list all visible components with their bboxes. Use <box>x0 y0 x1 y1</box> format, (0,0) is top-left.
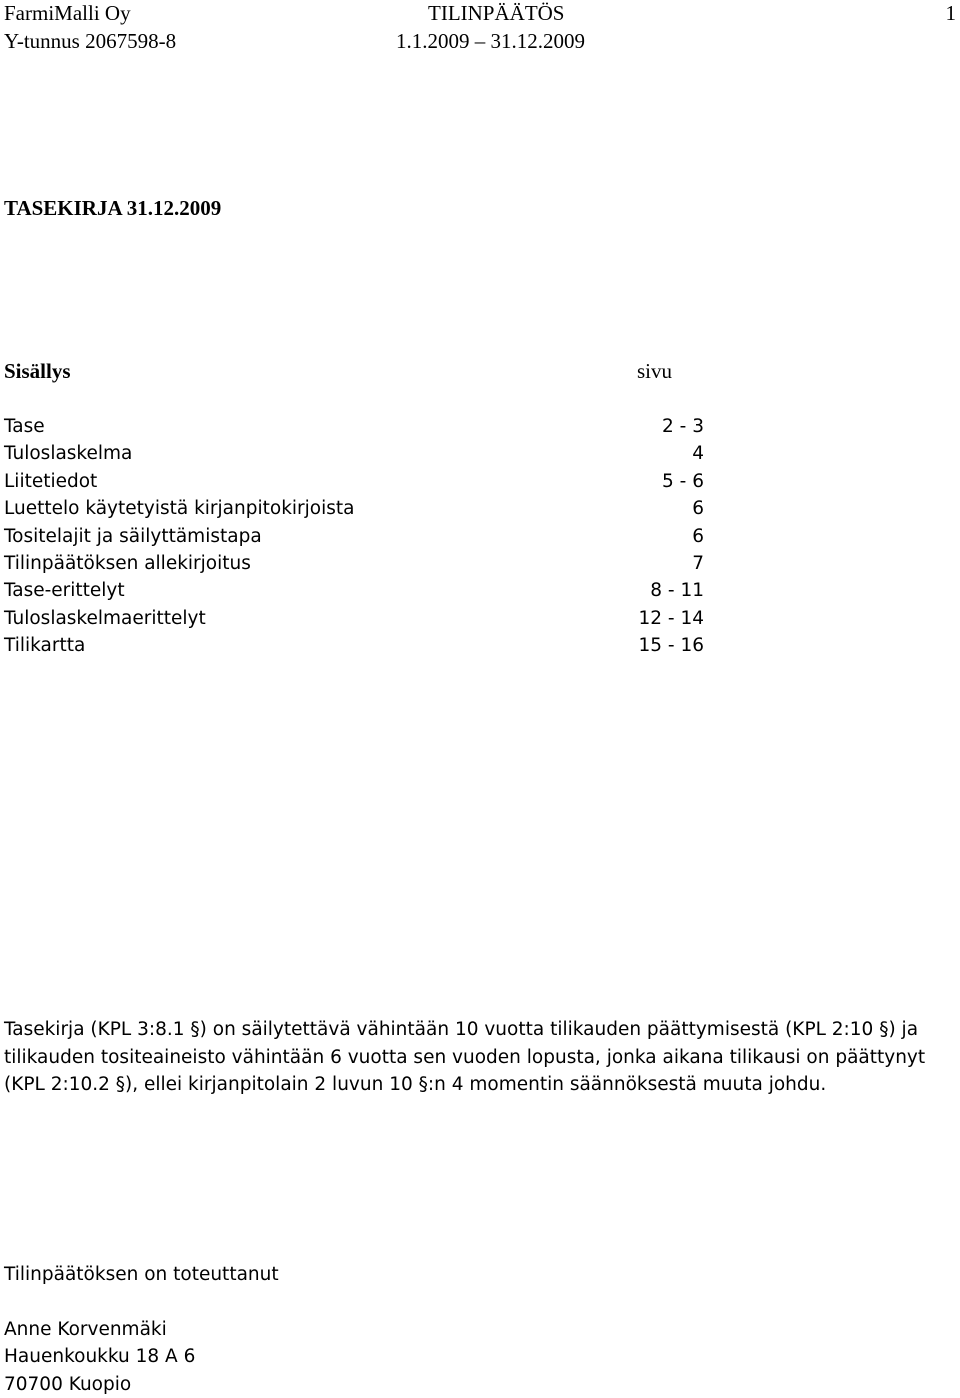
toc-row <box>4 495 704 522</box>
toc-item-page: 6 <box>692 498 704 520</box>
prepared-by-label: Tilinpäätöksen on toteuttanut <box>4 1264 279 1285</box>
toc-item-page: 8 - 11 <box>650 580 704 602</box>
retention-note-line: Tasekirja (KPL 3:8.1 §) on säilytettävä vähintään 10 vuotta tilikauden päättymisestä (KPL 2:10 §) ja <box>4 1019 919 1040</box>
toc-item-label: Liitetiedot <box>4 470 98 492</box>
toc-row <box>4 440 704 467</box>
toc-item-page: 2 - 3 <box>662 416 704 437</box>
toc-row <box>4 523 704 550</box>
toc-item-page: 15 - 16 <box>638 635 704 657</box>
toc-row <box>4 468 704 495</box>
page-title: TASEKIRJA 31.12.2009 <box>4 196 222 220</box>
toc-item-label: Tase-erittelyt <box>4 580 125 602</box>
toc-item-label: Tuloslaskelma <box>4 443 133 465</box>
toc-row <box>4 632 704 659</box>
preparer-name: Anne Korvenmäki <box>4 1319 167 1340</box>
toc-item-label: Tositelajit ja säilyttämistapa <box>4 525 262 547</box>
document-type: TILINPÄÄTÖS <box>428 1 565 25</box>
toc-item-page: 12 - 14 <box>638 607 704 629</box>
toc-row <box>4 413 704 440</box>
retention-note <box>4 1016 956 1099</box>
toc-item-label: Tuloslaskelmaerittelyt <box>4 607 206 629</box>
preparer-street-address: Hauenkoukku 18 A 6 <box>4 1346 196 1367</box>
retention-note-line: tilikauden tositeaineisto vähintään 6 vuotta sen vuoden lopusta, jonka aikana tilikausi on päättynyt <box>4 1046 926 1068</box>
toc-row <box>4 577 704 604</box>
toc-item-label: Tilinpäätöksen allekirjoitus <box>4 552 251 574</box>
preparer-postal-city: 70700 Kuopio <box>4 1374 132 1395</box>
toc-item-page: 7 <box>692 552 704 574</box>
page-number: 1 <box>945 1 956 25</box>
toc-item-label: Luettelo käytetyistä kirjanpitokirjoista <box>4 498 355 520</box>
table-of-contents <box>4 413 704 660</box>
toc-item-label: Tase <box>4 416 45 437</box>
toc-heading: Sisällys <box>4 359 71 383</box>
fiscal-period: 1.1.2009 – 31.12.2009 <box>396 29 585 53</box>
retention-note-line: (KPL 2:10.2 §), ellei kirjanpitolain 2 luvun 10 §:n 4 momentin säännöksestä muuta johdu. <box>4 1074 827 1095</box>
toc-item-page: 5 - 6 <box>662 470 704 492</box>
toc-row <box>4 605 704 632</box>
toc-item-page: 4 <box>692 443 704 465</box>
company-name: FarmiMalli Oy <box>4 1 131 25</box>
toc-item-label: Tilikartta <box>4 635 86 657</box>
business-id: Y-tunnus 2067598-8 <box>4 29 177 53</box>
toc-page-column-label: sivu <box>637 359 673 383</box>
toc-row <box>4 550 704 577</box>
toc-item-page: 6 <box>692 525 704 547</box>
